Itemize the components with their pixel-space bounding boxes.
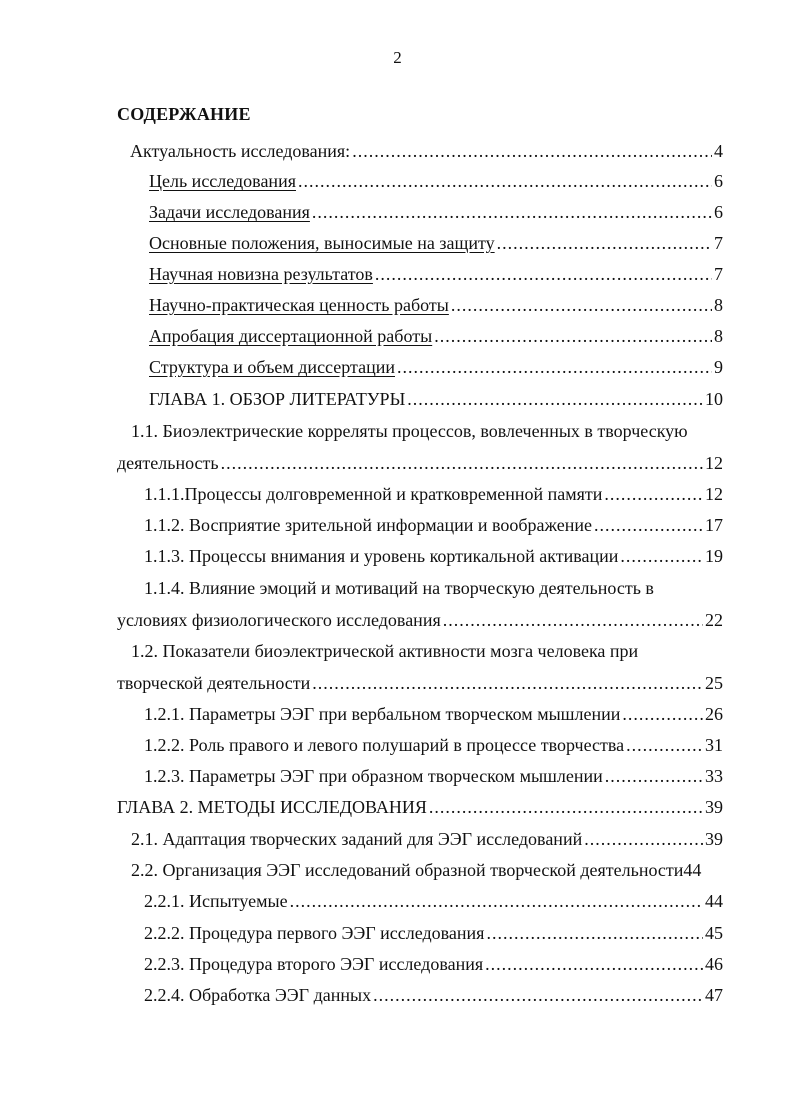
toc-entry-page: 26 xyxy=(705,704,723,724)
toc-entry-page: 6 xyxy=(714,202,723,222)
toc-entry-chapter-2[interactable] xyxy=(117,792,723,822)
toc-entry-label: 1.2.1. Параметры ЭЭГ при вербальном творческом мышлении xyxy=(144,704,621,724)
toc-entry-2-2-3[interactable] xyxy=(144,949,723,979)
toc-entry-page: 22 xyxy=(705,610,723,630)
toc-entry-page: 45 xyxy=(705,923,723,943)
toc-entry-label: 1.1.1.Процессы долговременной и кратковременной памяти xyxy=(144,484,603,504)
toc-entry-label: 2.2.1. Испытуемые xyxy=(144,891,288,911)
toc-entry-label: 2.2.2. Процедура первого ЭЭГ исследования xyxy=(144,923,485,943)
leader-dots xyxy=(298,166,712,196)
toc-entry-page: 46 xyxy=(705,954,723,974)
toc-entry-1-2-line1[interactable]: 1.2. Показатели биоэлектрической активности мозга человека при xyxy=(131,641,639,661)
toc-entry-label: 1.1.2. Восприятие зрительной информации и воображение xyxy=(144,515,592,535)
toc-entry-2-2-4[interactable] xyxy=(144,980,723,1010)
toc-entry-page: 19 xyxy=(705,546,723,566)
toc-entry-1-2-2[interactable] xyxy=(144,730,723,760)
toc-entry-page: 44 xyxy=(705,891,723,911)
toc-entry-page: 39 xyxy=(705,797,723,817)
toc-entry-label: Задачи исследования xyxy=(149,202,310,222)
toc-entry-label: 2.2. Организация ЭЭГ исследований образной творческой деятельности xyxy=(131,860,684,880)
toc-entry-2-1[interactable] xyxy=(131,824,723,854)
toc-entry-label: ГЛАВА 1. ОБЗОР ЛИТЕРАТУРЫ xyxy=(149,389,406,409)
toc-entry-label: Актуальность исследования: xyxy=(130,141,351,161)
toc-entry-2-2-2[interactable] xyxy=(144,918,723,948)
toc-entry-1-1[interactable] xyxy=(117,448,723,478)
toc-entry-approbation[interactable] xyxy=(149,321,723,351)
toc-entry-relevance[interactable] xyxy=(130,136,723,166)
toc-entry-label: 2.1. Адаптация творческих заданий для ЭЭГ исследований xyxy=(131,829,583,849)
toc-entry-page: 8 xyxy=(714,295,723,315)
toc-entry-label: 1.1.3. Процессы внимания и уровень кортикальной активации xyxy=(144,546,619,566)
toc-entry-2-2[interactable] xyxy=(131,855,723,885)
toc-entry-label: Цель исследования xyxy=(149,171,296,191)
leader-dots xyxy=(429,792,703,822)
toc-entry-label: 2.2.3. Процедура второго ЭЭГ исследования xyxy=(144,954,484,974)
toc-entry-label: Апробация диссертационной работы xyxy=(149,326,433,346)
leader-dots xyxy=(221,448,703,478)
toc-entry-1-1-4-line1[interactable]: 1.1.4. Влияние эмоций и мотиваций на творческую деятельность в xyxy=(144,578,654,598)
toc-entry-label: 2.2.4. Обработка ЭЭГ данных xyxy=(144,985,372,1005)
toc-entry-label: 1.2.2. Роль правого и левого полушарий в процессе творчества xyxy=(144,735,625,755)
leader-dots xyxy=(451,290,712,320)
toc-entry-structure[interactable] xyxy=(149,352,723,382)
toc-entry-label: 1.2.3. Параметры ЭЭГ при образном творческом мышлении xyxy=(144,766,603,786)
toc-entry-page: 10 xyxy=(705,389,723,409)
toc-entry-page: 4 xyxy=(714,141,723,161)
toc-entry-tasks[interactable] xyxy=(149,197,723,227)
toc-entry-1-1-line1[interactable]: 1.1. Биоэлектрические корреляты процессов, вовлеченных в творческую xyxy=(131,421,688,441)
leader-dots xyxy=(620,541,703,571)
toc-entry-page: 7 xyxy=(714,233,723,253)
toc-entry-novelty[interactable] xyxy=(149,259,723,289)
toc-entry-label: деятельность xyxy=(117,453,219,473)
toc-entry-1-1-3[interactable] xyxy=(144,541,723,571)
leader-dots xyxy=(434,321,712,351)
toc-entry-page: 39 xyxy=(705,829,723,849)
toc-entry-page: 31 xyxy=(705,735,723,755)
leader-dots xyxy=(497,228,712,258)
page-number: 2 xyxy=(393,48,402,67)
toc-entry-page: 7 xyxy=(714,264,723,284)
leader-dots xyxy=(626,730,703,760)
toc-entry-label: творческой деятельности xyxy=(117,673,311,693)
leader-dots xyxy=(352,136,712,166)
toc-title: СОДЕРЖАНИЕ xyxy=(117,104,251,124)
leader-dots xyxy=(605,761,703,791)
leader-dots xyxy=(373,980,703,1010)
leader-dots xyxy=(443,605,703,635)
toc-entry-page: 25 xyxy=(705,673,723,693)
toc-entry-goal[interactable] xyxy=(149,166,723,196)
toc-entry-label: Основные положения, выносимые на защиту xyxy=(149,233,495,253)
toc-entry-chapter-1[interactable] xyxy=(149,384,723,414)
toc-entry-2-2-1[interactable] xyxy=(144,886,723,916)
toc-entry-1-1-4[interactable] xyxy=(117,605,723,635)
toc-entry-page: 47 xyxy=(705,985,723,1005)
toc-entry-1-1-1[interactable] xyxy=(144,479,723,509)
toc-entry-1-2-3[interactable] xyxy=(144,761,723,791)
toc-entry-page: 17 xyxy=(705,515,723,535)
toc-entry-label: Научно-практическая ценность работы xyxy=(149,295,449,315)
toc-entry-theses[interactable] xyxy=(149,228,723,258)
toc-entry-1-1-2[interactable] xyxy=(144,510,723,540)
leader-dots xyxy=(312,197,712,227)
toc-entry-1-2-1[interactable] xyxy=(144,699,723,729)
toc-entry-page: 9 xyxy=(714,357,723,377)
leader-dots xyxy=(312,668,703,698)
toc-entry-label: ГЛАВА 2. МЕТОДЫ ИССЛЕДОВАНИЯ xyxy=(117,797,427,817)
toc-entry-page: 33 xyxy=(705,766,723,786)
toc-entry-page: 8 xyxy=(714,326,723,346)
toc-entry-1-2[interactable] xyxy=(117,668,723,698)
toc-entry-practical-value[interactable] xyxy=(149,290,723,320)
leader-dots xyxy=(486,918,703,948)
leader-dots xyxy=(594,510,703,540)
leader-dots xyxy=(397,352,712,382)
leader-dots xyxy=(485,949,703,979)
leader-dots xyxy=(604,479,703,509)
toc-entry-page: 44 xyxy=(683,860,702,880)
leader-dots xyxy=(375,259,712,289)
leader-dots xyxy=(584,824,703,854)
toc-entry-page: 12 xyxy=(705,484,723,504)
leader-dots xyxy=(622,699,703,729)
leader-dots xyxy=(407,384,703,414)
toc-entry-label: Структура и объем диссертации xyxy=(149,357,395,377)
toc-entry-label: условиях физиологического исследования xyxy=(117,610,441,630)
toc-entry-label: Научная новизна результатов xyxy=(149,264,373,284)
toc-entry-page: 6 xyxy=(714,171,723,191)
toc-entry-page: 12 xyxy=(705,453,723,473)
leader-dots xyxy=(290,886,703,916)
